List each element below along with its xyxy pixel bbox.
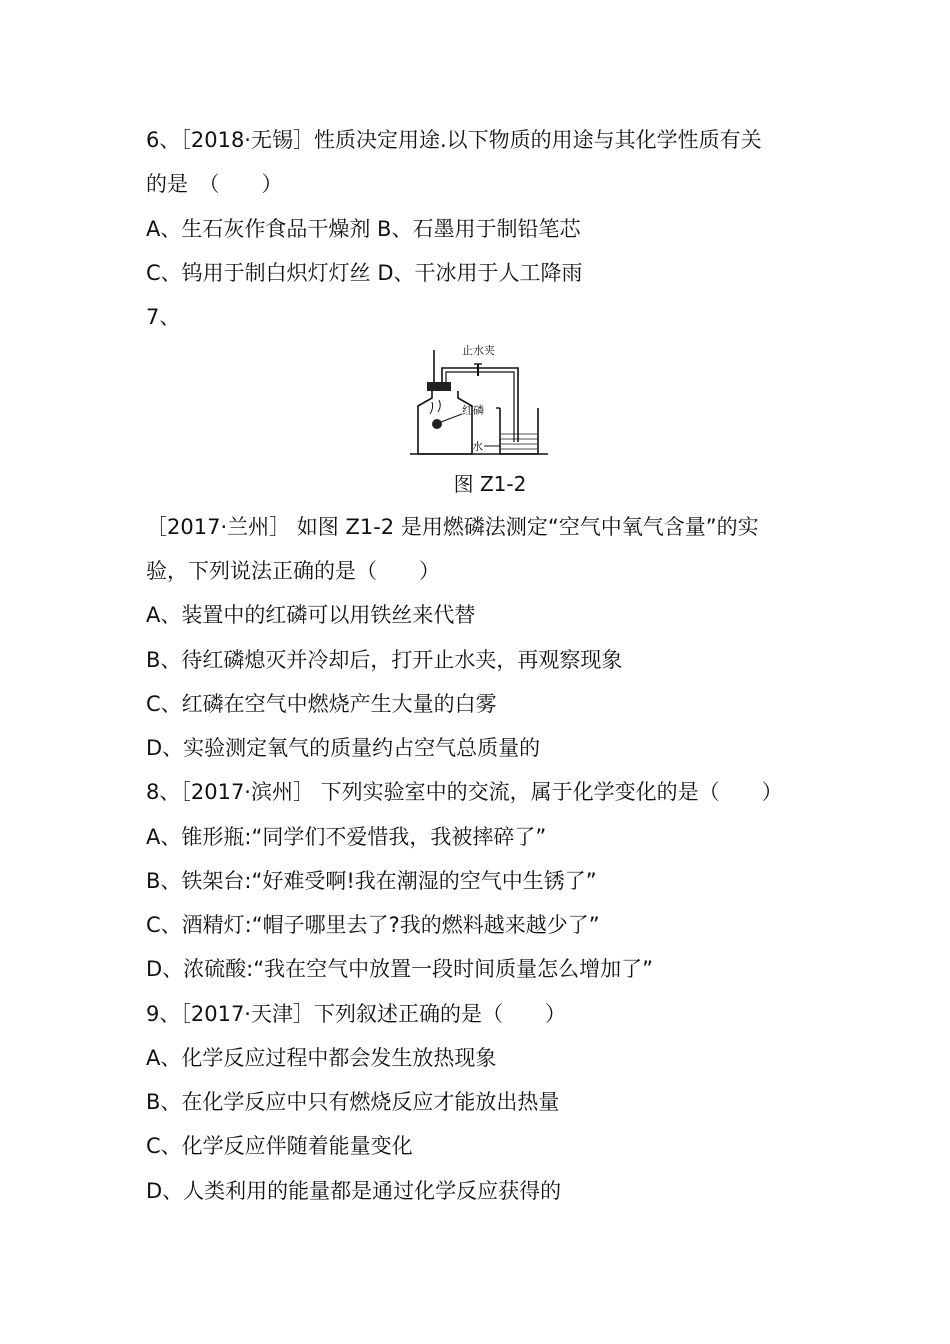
q6-options-ab: A、生石灰作食品干燥剂 B、石墨用于制铅笔芯 — [146, 217, 581, 241]
figure-caption-text: 图 Z1-2 — [453, 472, 527, 496]
q8-option-c: C、酒精灯:“帽子哪里去了?我的燃料越来越少了” — [146, 913, 600, 937]
label-clamp: 止水夹 — [462, 344, 495, 357]
q7-stem-line2: 验，下列说法正确的是（ ） — [146, 559, 440, 583]
q6-stem-line1: 6、［2018·无锡］性质决定用途.以下物质的用途与其化学性质有关 — [146, 128, 762, 152]
figure-caption — [0, 470, 950, 498]
q6-options-cd: C、钨用于制白炽灯灯丝 D、干冰用于人工降雨 — [146, 261, 583, 285]
q8-option-b: B、铁架台:“好难受啊!我在潮湿的空气中生锈了” — [146, 869, 597, 893]
q7-option-b: B、待红磷熄灭并冷却后，打开止水夹，再观察现象 — [146, 648, 623, 672]
q9-option-d: D、人类利用的能量都是通过化学反应获得的 — [146, 1179, 562, 1203]
q6-stem-line2: 的是 （ ） — [146, 172, 283, 196]
q8-option-d: D、浓硫酸:“我在空气中放置一段时间质量怎么增加了” — [146, 957, 654, 981]
q8-stem: 8、［2017·滨州］ 下列实验室中的交流，属于化学变化的是（ ） — [146, 780, 783, 804]
label-phosphorus: 红磷 — [462, 404, 484, 417]
q7-stem-line1: ［2017·兰州］ 如图 Z1-2 是用燃磷法测定“空气中氧气含量”的实 — [146, 515, 759, 539]
q9-stem: 9、［2017·天津］下列叙述正确的是（ ） — [146, 1002, 566, 1026]
q7-number: 7、 — [146, 305, 181, 329]
q8-option-a: A、锥形瓶:“同学们不爱惜我，我被摔碎了” — [146, 825, 547, 849]
label-water: 水 — [472, 440, 483, 453]
q9-option-b: B、在化学反应中只有燃烧反应才能放出热量 — [146, 1090, 560, 1114]
q7-option-d: D、实验测定氧气的质量约占空气总质量的 — [146, 736, 541, 760]
q7-option-c: C、红磷在空气中燃烧产生大量的白雾 — [146, 692, 497, 716]
apparatus-figure — [408, 342, 558, 462]
q9-option-c: C、化学反应伴随着能量变化 — [146, 1134, 413, 1158]
q9-option-a: A、化学反应过程中都会发生放热现象 — [146, 1046, 497, 1070]
q7-option-a: A、装置中的红磷可以用铁丝来代替 — [146, 603, 476, 627]
apparatus-diagram — [408, 342, 558, 462]
